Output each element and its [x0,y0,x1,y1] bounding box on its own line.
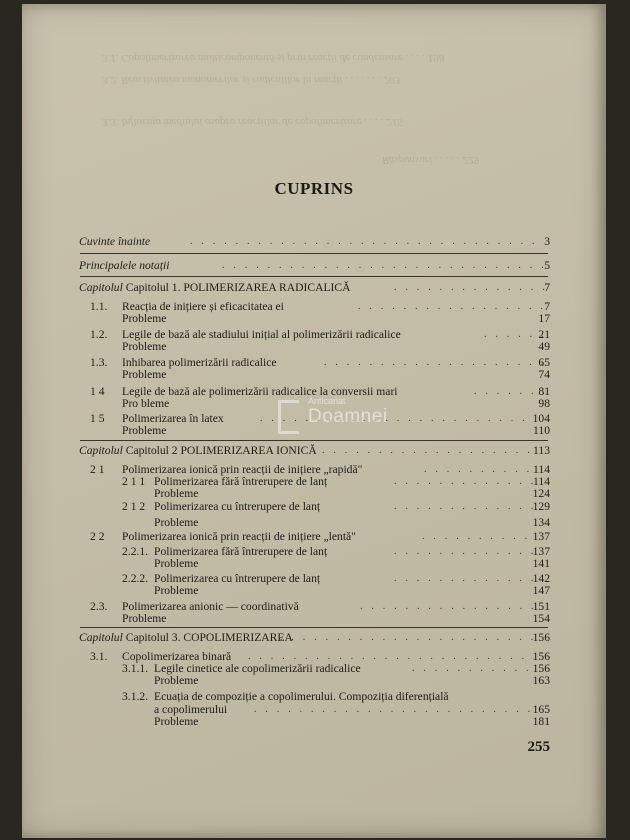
toc-entry-title: Polimerizarea fără întrerupere de lanț [154,475,328,488]
toc-entry-page: 147 [532,584,550,597]
chapter-title: Capitolul 1. POLIMERIZAREA RADICALICĂ [125,281,351,294]
toc-entry-page: 81 [538,385,550,398]
chapter-title: Capitolul 3. COPOLIMERIZAREA [125,631,293,644]
leader-dots [190,235,544,249]
leader-dots [394,281,544,295]
toc-entry-title: Probleme [122,340,167,353]
section-number: 3.1. [90,650,108,663]
toc-entry [22,612,606,626]
toc-entry-page: 141 [532,557,550,570]
toc-entry-page: 114 [533,475,550,488]
toc-entry-title: Legile de bază ale polimerizării radicalice la conversii mari [122,385,398,398]
toc-entry-title: Probleme [154,516,199,529]
section-number: 2 2 [90,530,105,543]
toc-entry [22,715,606,729]
toc-entry-title: Reacția de inițiere și eficacitatea ei [122,300,284,313]
show-through-text: 3.3. Influența mediului asupra reacțiilor de copolimerizare . . . . 215 [102,116,403,128]
watermark-mark [278,400,299,434]
toc-entry-title: Capitolul Capitolul 2 POLIMERIZAREA IONICĂ [79,444,317,457]
toc-entry [22,259,606,273]
toc-entry-page: 156 [532,631,550,644]
toc-entry-page: 7 [544,281,550,294]
toc-entry [22,368,606,382]
toc-entry-page: 74 [538,368,550,381]
toc-entry-page: 151 [532,600,550,613]
section-number: 3.1.2. [122,690,149,703]
toc-entry-page: 110 [533,424,550,437]
section-number: 1 4 [90,385,105,398]
toc-entry [22,690,606,704]
toc-entry-title: Probleme [154,557,199,570]
section-number: 2 1 1 [122,475,146,488]
toc-entry-title: Legile cinetice ale copolimerizării radicalice [154,662,361,675]
show-through-text: 3.1. Copolimerizarea multicomponentă și prin reacții de condensare . . . . 198 [102,52,445,64]
section-number: 1.1. [90,300,108,313]
watermark-big-text: Doamnei [308,406,388,427]
watermark-small-text: Anticariat [308,396,346,406]
toc-entry-page: 142 [532,572,550,585]
divider [80,253,548,254]
divider [80,276,548,277]
section-number: 2.2.1. [122,545,149,558]
toc-entry-page: 49 [538,340,550,353]
section-number: 1 5 [90,412,105,425]
toc-entry-title: Polimerizarea fără întrerupere de lanț [154,545,328,558]
toc-entry-title: Polimerizarea ionică prin reacții de inițiere „lentă" [122,530,356,543]
divider [80,627,548,628]
toc-entry-page: 181 [532,715,550,728]
toc-entry-page: 129 [532,500,550,513]
show-through-text: 3.2. Reactivitatea monomerilor și radicalilor în reacții . . . . . . . 203 [102,74,401,86]
toc-entry-title: Probleme [122,368,167,381]
toc-entry-title: Capitolul Capitolul 3. COPOLIMERIZAREA [79,631,293,644]
toc-entry-title: Copolimerizarea binară [122,650,232,663]
toc-entry-page: 137 [532,545,550,558]
toc-entry [22,584,606,598]
toc-entry [22,312,606,326]
toc-entry-title: Probleme [154,715,199,728]
toc-entry-title: Polimerizarea cu întrerupere de lanț [154,572,321,585]
toc-chapter [22,631,606,645]
toc-entry-page: 104 [532,412,550,425]
toc-entry-title: Pro bleme [122,397,170,410]
toc-entry-page: 165 [532,703,550,716]
toc-entry-title: Polimerizarea cu întrerupere de lanț [154,500,321,513]
divider [80,440,548,441]
toc-entry-title: Probleme [122,312,167,325]
leader-dots [222,259,544,273]
leader-dots [422,530,534,544]
toc-entry [22,674,606,688]
toc-entry-title: Legile de bază ale stadiului inițial al polimerizării radicalice [122,328,401,341]
page-title: CUPRINS [274,179,354,198]
toc-entry-page: 7 [544,300,550,313]
toc-entry-title: Probleme [154,487,199,500]
toc-chapter [22,444,606,458]
toc-entry [22,530,606,544]
section-number: 1.2. [90,328,108,341]
toc-entry-page: 137 [532,530,550,543]
toc-entry-title: Probleme [154,674,199,687]
toc-entry [22,516,606,530]
section-number: 2 1 [90,463,105,476]
section-number: 1.3. [90,356,108,369]
section-number: 2.2.2. [122,572,149,585]
toc-entry-page: 156 [532,650,550,663]
toc-entry-page: 21 [538,328,550,341]
leader-dots [280,631,534,645]
toc-entry-title: Probleme [154,584,199,597]
toc-entry-page: 163 [532,674,550,687]
toc-entry [22,235,606,249]
toc-entry [22,487,606,501]
toc-entry-page: 154 [532,612,550,625]
chapter-title: Capitolul 2 POLIMERIZAREA IONICĂ [125,444,317,457]
show-through-text: Răspunsuri . . . . . 229 [382,154,479,166]
toc-entry-page: 65 [538,356,550,369]
toc-entry-title: Polimerizarea ionică prin reacții de inițiere „rapidă" [122,463,363,476]
toc-entry-title: Polimerizarea în latex [122,412,224,425]
section-number: 2.3. [90,600,108,613]
watermark-logo [278,396,408,436]
leader-dots [394,500,534,514]
toc-entry-title: Probleme [122,424,167,437]
toc-entry-title: Polimerizarea anionic — coordinativă [122,600,299,613]
toc-entry-title: Cuvinte înainte [79,235,151,248]
toc-chapter [22,281,606,295]
section-number: 2 1 2 [122,500,146,513]
toc-entry-title: Principalele notații [79,259,170,272]
toc-entry-page: 5 [544,259,550,272]
page-number: 255 [527,739,550,755]
leader-dots [322,444,534,458]
toc-entry-page: 114 [533,463,550,476]
toc-entry-page: 98 [538,397,550,410]
toc-entry [22,557,606,571]
toc-entry-title: Ecuația de compoziție a copolimerului. Compoziția diferențială [154,690,449,703]
toc-entry-title: Probleme [122,612,167,625]
toc-entry-page: 113 [533,444,550,457]
section-number: 3.1.1. [122,662,149,675]
toc-entry [22,500,606,514]
toc-entry-page: 3 [544,235,550,248]
book-page [22,4,606,838]
toc-entry-title: a copolimerului [154,703,228,716]
toc-entry-title: Capitolul Capitolul 1. POLIMERIZAREA RADICALICĂ [79,281,351,294]
toc-entry-page: 124 [532,487,550,500]
toc-entry-page: 134 [532,516,550,529]
toc-entry-page: 156 [532,662,550,675]
toc-entry [22,340,606,354]
toc-entry-page: 17 [538,312,550,325]
toc-entry-title: Inhibarea polimerizării radicalice [122,356,277,369]
